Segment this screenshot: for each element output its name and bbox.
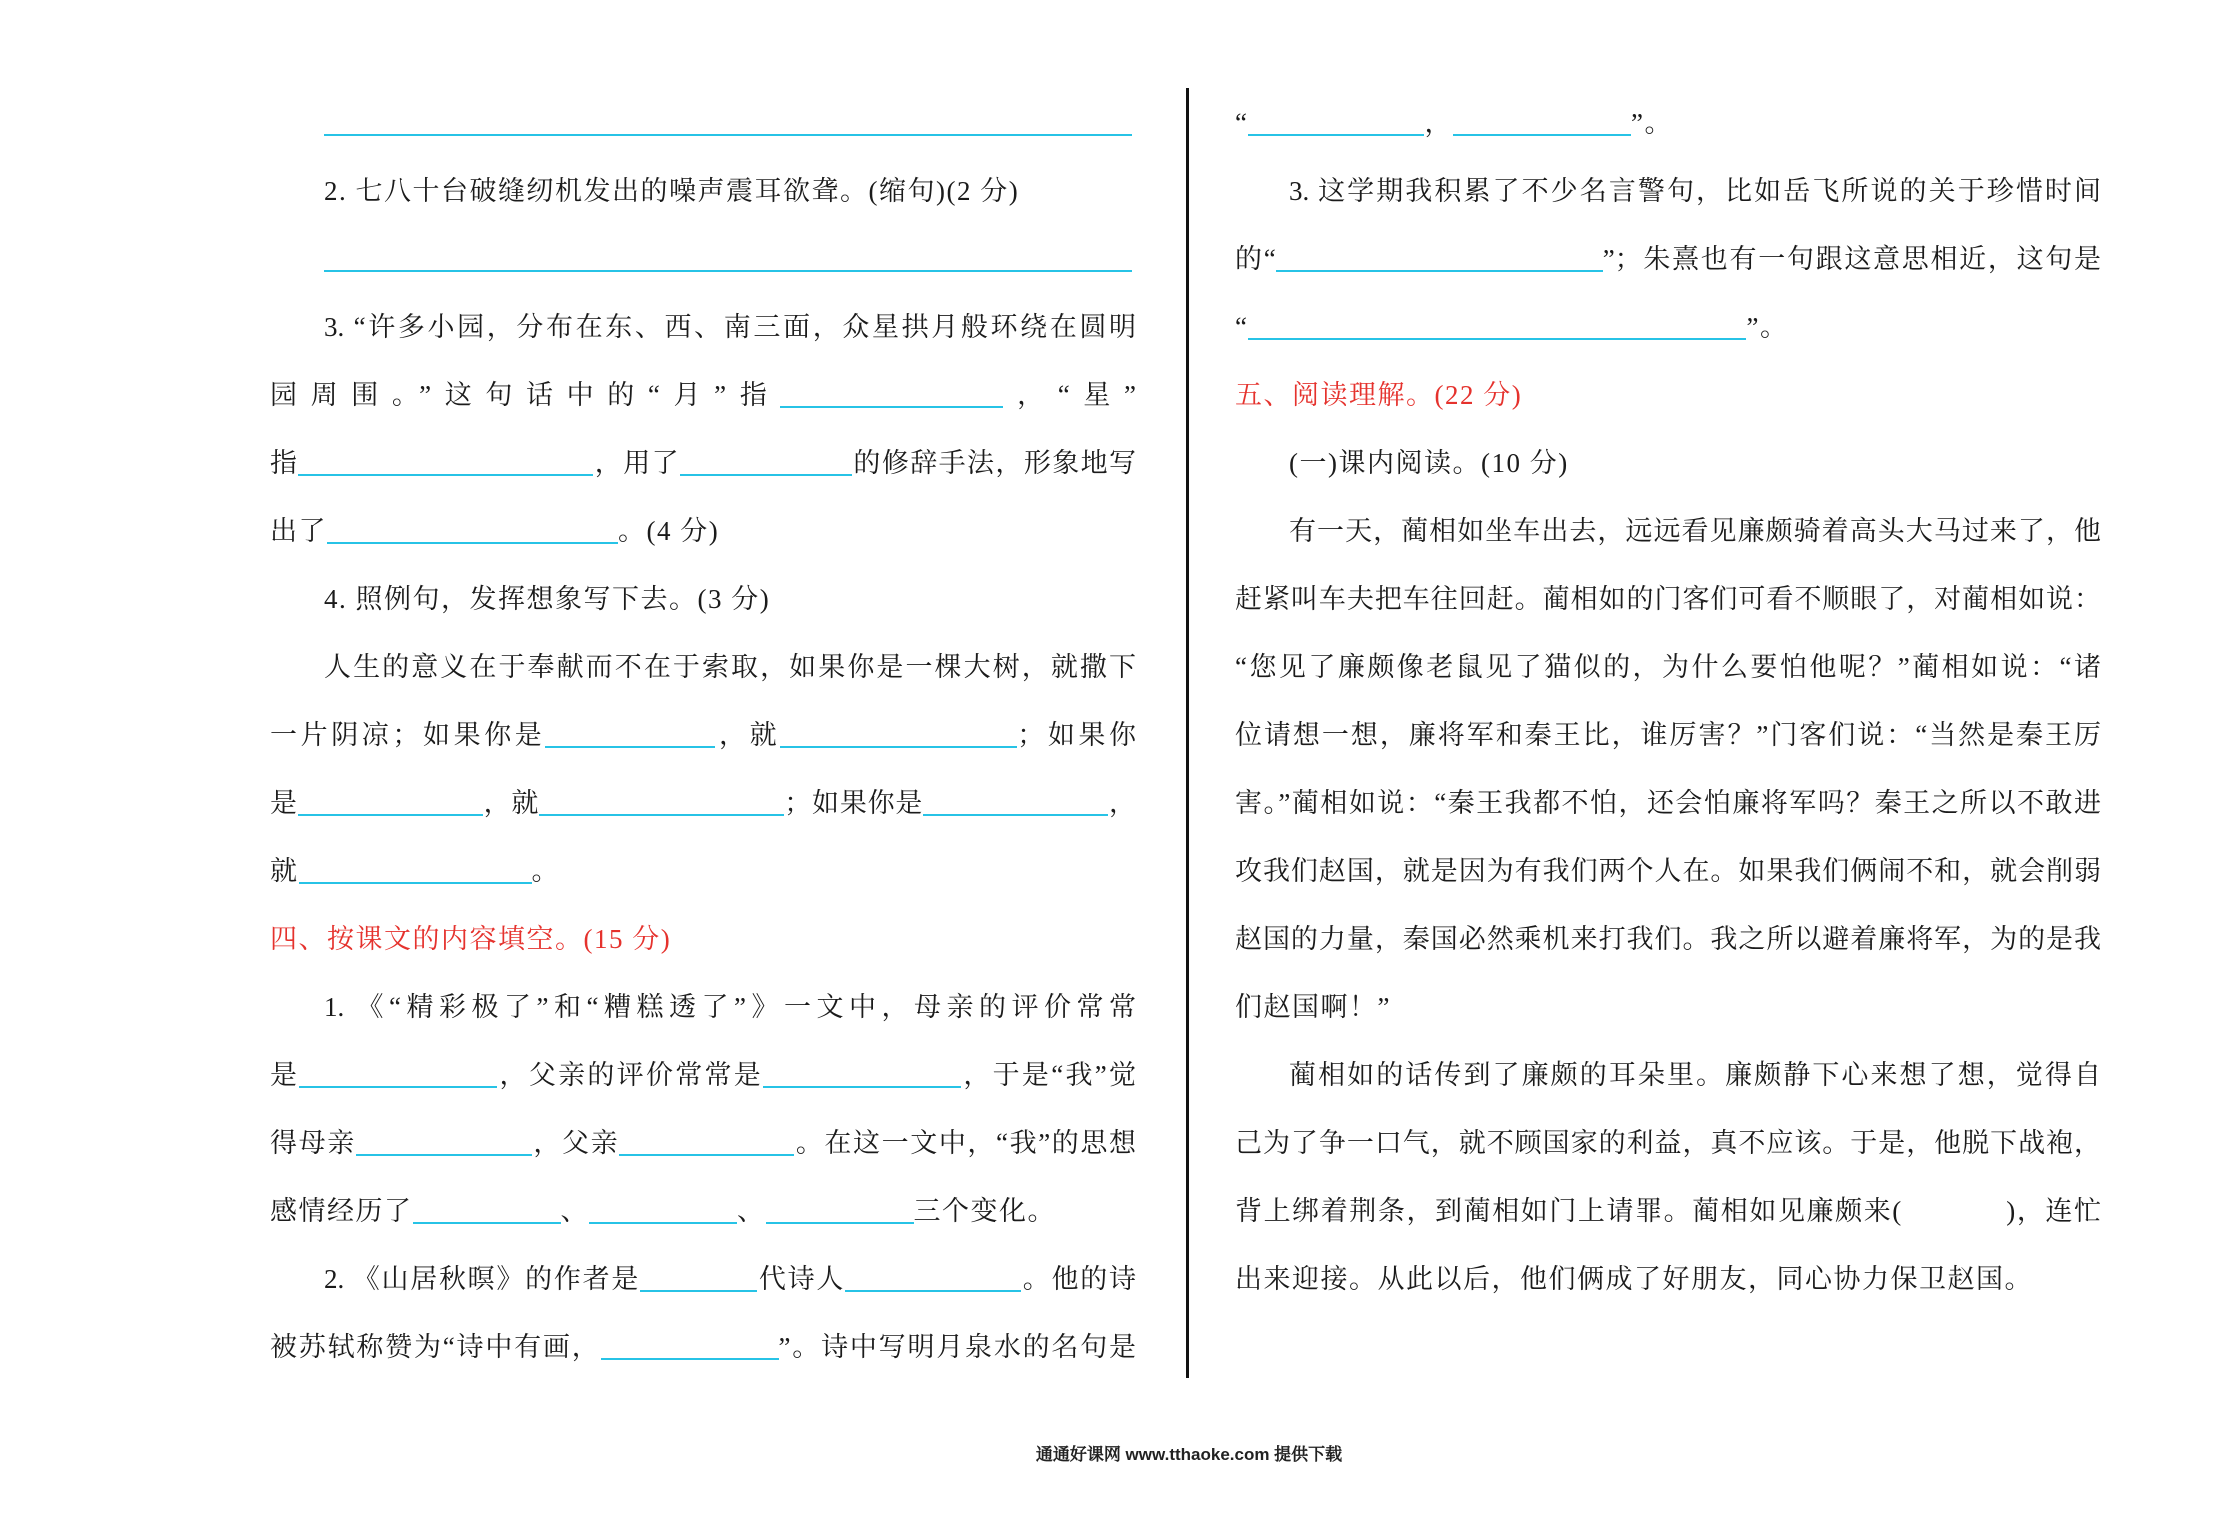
question-imagine-line-3 — [270, 769, 1136, 837]
text-segment: ；如果你是 — [784, 788, 924, 818]
text-segment: )，连忙 — [2006, 1196, 2101, 1226]
section-4-q3-line-2 — [1235, 225, 2101, 293]
text-segment: 出了 — [270, 516, 327, 546]
text-segment: ”；朱熹也有一句跟这意思相近，这句是 — [1602, 244, 2102, 274]
answer-blank — [589, 1195, 737, 1224]
text-segment: 。他的诗 — [1021, 1264, 1137, 1294]
section-4-q2-line-1 — [270, 1245, 1136, 1313]
answer-line — [270, 225, 1136, 293]
passage-line: 己为了争一口气，就不顾国家的利益，真不应该。于是，他脱下战袍， — [1235, 1128, 2101, 1158]
text-segment: ，于是“我”觉 — [961, 1060, 1137, 1090]
text-segment: 感情经历了 — [270, 1196, 413, 1226]
question-metaphor-line-4 — [270, 497, 1136, 565]
passage-line — [1235, 1177, 2101, 1245]
text-segment: ”。 — [1746, 312, 1789, 342]
section-5-heading: 五、阅读理解。(22 分) — [1235, 380, 1523, 410]
section-4-q1-line-3 — [270, 1109, 1136, 1177]
answer-blank — [298, 447, 593, 476]
left-column — [270, 89, 1136, 1381]
answer-blank — [413, 1195, 561, 1224]
passage-line: 蔺相如的话传到了廉颇的耳朵里。廉颇静下心来想了想，觉得自 — [1289, 1060, 2101, 1090]
question-imagine-prompt: 4. 照例句，发挥想象写下去。(3 分) — [324, 584, 771, 614]
passage-line: 有一天，蔺相如坐车出去，远远看见廉颇骑着高头大马过来了，他 — [1289, 516, 2101, 546]
answer-line — [270, 89, 1136, 157]
text-segment: ”。 — [1630, 108, 1673, 138]
text-segment: ， — [1424, 108, 1453, 138]
text-segment: 的“ — [1235, 244, 1276, 274]
section-4-q3-line-1: 3. 这学期我积累了不少名言警句，比如岳飞所说的关于珍惜时间 — [1289, 176, 2101, 206]
text-segment: 。 — [531, 856, 560, 886]
answer-blank — [766, 1195, 914, 1224]
section-4-q2-line-3 — [1235, 89, 2101, 157]
passage-line: 们赵国啊！” — [1235, 992, 1391, 1022]
answer-blank — [324, 243, 1132, 272]
text-segment: 。(4 分) — [618, 516, 720, 546]
text-segment: 三个变化。 — [913, 1196, 1056, 1226]
text-segment: 2. 《山居秋暝》的作者是 — [324, 1264, 641, 1294]
text-segment: 被苏轼称赞为“诗中有画， — [270, 1332, 601, 1362]
text-segment: 代诗人 — [757, 1264, 846, 1294]
passage-line: 害。”蔺相如说：“秦王我都不怕，还会怕廉将军吗？秦王之所以不敢进 — [1235, 788, 2101, 818]
answer-blank — [763, 1059, 961, 1088]
answer-blank — [324, 107, 1132, 136]
answer-blank — [923, 787, 1108, 816]
text-segment: ，父亲 — [531, 1128, 620, 1158]
text-segment: ”。诗中写明月泉水的名句是 — [778, 1332, 1136, 1362]
question-metaphor-line-3 — [270, 429, 1136, 497]
answer-gap — [1901, 1219, 2006, 1220]
question-metaphor-line-1: 3. “许多小园，分布在东、西、南三面，众星拱月般环绕在圆明 — [324, 312, 1136, 342]
text-segment: “ — [1235, 108, 1249, 138]
answer-blank — [619, 1127, 794, 1156]
answer-blank — [845, 1263, 1021, 1292]
question-imagine-line-2 — [270, 701, 1136, 769]
answer-blank — [780, 719, 1017, 748]
answer-blank — [601, 1331, 779, 1360]
text-segment: 一片阴凉；如果你是 — [270, 720, 546, 750]
text-segment: 的修辞手法，形象地写 — [852, 448, 1137, 478]
text-segment: 、 — [560, 1196, 589, 1226]
footer-credit: 通通好课网 www.tthaoke.com 提供下载 — [1035, 1445, 1343, 1464]
answer-blank — [299, 1059, 497, 1088]
text-segment: 园周围。”这句话中的“月”指 — [270, 380, 781, 410]
text-segment: 就 — [270, 856, 299, 886]
question-metaphor-line-2 — [270, 361, 1136, 429]
answer-blank — [1248, 107, 1424, 136]
text-segment: 、 — [737, 1196, 766, 1226]
answer-blank — [327, 515, 618, 544]
answer-blank — [545, 719, 715, 748]
text-segment: ，就 — [715, 720, 781, 750]
section-4-q3-line-3 — [1235, 293, 2101, 361]
text-segment: 。在这一文中，“我”的思想 — [794, 1128, 1137, 1158]
text-segment: ，就 — [482, 788, 540, 818]
question-imagine-line-1: 人生的意义在于奉献而不在于索取，如果你是一棵大树，就撒下 — [324, 652, 1136, 682]
passage-line: “您见了廉颇像老鼠见了猫似的，为什么要怕他呢？”蔺相如说：“诸 — [1235, 652, 2101, 682]
answer-blank — [1453, 107, 1631, 136]
answer-blank — [1248, 311, 1746, 340]
section-4-q2-line-2 — [270, 1313, 1136, 1381]
answer-blank — [298, 787, 483, 816]
passage-line: 赶紧叫车夫把车往回赶。蔺相如的门客们可看不顺眼了，对蔺相如说： — [1235, 584, 2101, 614]
text-segment: ，“星” — [1003, 380, 1137, 410]
section-4-q1-line-1: 1. 《“精彩极了”和“糟糕透了”》一文中，母亲的评价常常 — [324, 992, 1136, 1022]
answer-blank — [1276, 243, 1603, 272]
answer-blank — [539, 787, 784, 816]
right-column — [1235, 89, 2101, 1313]
section-4-q1-line-2 — [270, 1041, 1136, 1109]
text-segment: ， — [1108, 788, 1137, 818]
question-shorten-sentence: 2. 七八十台破缝纫机发出的噪声震耳欲聋。(缩句)(2 分) — [324, 176, 1020, 206]
text-segment: 指 — [270, 448, 299, 478]
text-segment: 是 — [270, 788, 298, 818]
passage-line: 位请想一想，廉将军和秦王比，谁厉害？”门客们说：“当然是秦王厉 — [1235, 720, 2101, 750]
section-4-q1-line-4 — [270, 1177, 1136, 1245]
text-segment: ；如果你 — [1017, 720, 1137, 750]
answer-blank — [780, 379, 1003, 408]
text-segment: ，用了 — [593, 448, 681, 478]
passage-line: 赵国的力量，秦国必然乘机来打我们。我之所以避着廉将军，为的是我 — [1235, 924, 2101, 954]
text-segment: “ — [1235, 312, 1249, 342]
answer-blank — [356, 1127, 532, 1156]
column-divider — [1186, 88, 1189, 1378]
text-segment: 得母亲 — [270, 1128, 356, 1158]
text-segment: ，父亲的评价常常是 — [497, 1060, 764, 1090]
text-segment: 是 — [270, 1060, 300, 1090]
part-1-title: (一)课内阅读。(10 分) — [1289, 448, 1569, 478]
question-imagine-line-4 — [270, 837, 1136, 905]
answer-blank — [299, 855, 532, 884]
answer-blank — [680, 447, 852, 476]
passage-line: 出来迎接。从此以后，他们俩成了好朋友，同心协力保卫赵国。 — [1235, 1264, 2033, 1294]
answer-blank — [640, 1263, 757, 1292]
passage-line: 攻我们赵国，就是因为有我们两个人在。如果我们俩闹不和，就会削弱 — [1235, 856, 2101, 886]
text-segment: 背上绑着荆条，到蔺相如门上请罪。蔺相如见廉颇来( — [1235, 1196, 1902, 1226]
section-4-heading: 四、按课文的内容填空。(15 分) — [270, 924, 672, 954]
